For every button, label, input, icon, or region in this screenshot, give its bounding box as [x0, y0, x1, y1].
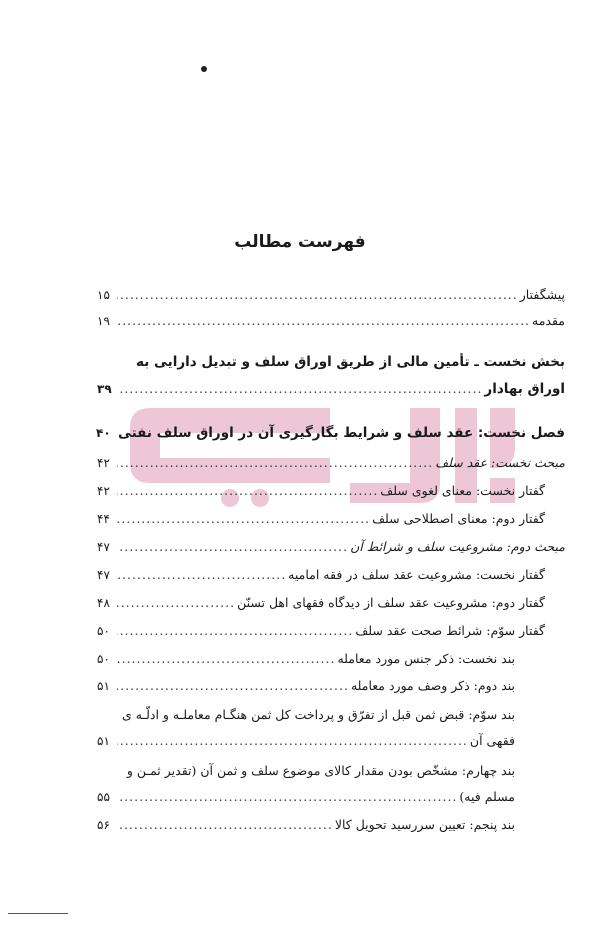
toc-entry-page: ۵۵ — [97, 790, 110, 804]
toc-entry-label: مبحث نخست: عقد سلف — [435, 455, 565, 470]
dot-leader — [117, 816, 333, 834]
toc-entry-part[interactable] — [97, 380, 565, 398]
toc-entry-label: فصل نخست: عقد سلف و شرایط بگارگیری آن در اوراق سلف نفتی — [118, 425, 565, 441]
page-title: فهرست مطالب — [234, 232, 366, 252]
toc-entry-label: فقهی آن — [469, 733, 515, 748]
toc-entry-page: ۵۰ — [97, 652, 110, 666]
dot-leader — [117, 380, 482, 398]
toc-entry-clause-line1: بند چهارم: مشخّص بودن مقدار کالای موضوع سلف و ثمن آن (تقدیر ثمـن و — [126, 763, 515, 778]
toc-entry-page: ۵۰ — [97, 624, 110, 638]
toc-entry-label: گفتار دوم: معنای اصطلاحی سلف — [372, 511, 545, 526]
toc-entry-label: مبحث دوم: مشروعیت سلف و شرائط آن — [350, 539, 565, 554]
toc-entry-label: مقدمه — [532, 313, 565, 328]
dot-leader — [117, 538, 348, 556]
toc-entry[interactable] — [97, 312, 565, 330]
toc-entry-page: ۴۰ — [96, 426, 111, 440]
toc-entry-page: ۱۵ — [97, 288, 110, 302]
toc-entry-section[interactable] — [97, 454, 565, 472]
dot-leader — [117, 454, 433, 472]
dot-leader — [117, 482, 378, 500]
toc-part-heading-line1: بخش نخست ـ تأمین مالی از طریق اوراق سلف و تبدیل دارایی به — [136, 354, 565, 370]
toc-entry-page: ۵۱ — [97, 679, 110, 693]
toc-entry-clause[interactable] — [97, 650, 515, 668]
toc-entry-page: ۴۴ — [97, 512, 110, 526]
toc-entry-label: پیشگفتار — [519, 287, 565, 302]
toc-entry-label: بند دوم: ذکر وصف مورد معامله — [350, 678, 515, 693]
dot-leader — [117, 566, 286, 584]
toc-entry-clause[interactable] — [97, 732, 515, 750]
dot-leader — [117, 732, 468, 750]
toc-entry-page: ۴۲ — [97, 456, 110, 470]
toc-entry-label: بند نخست: ذکر جنس مورد معامله — [337, 651, 515, 666]
dot-leader — [117, 510, 370, 528]
toc-entry-subsection[interactable] — [97, 482, 545, 500]
toc-entry-page: ۴۷ — [97, 568, 110, 582]
toc-entry-page: ۴۲ — [97, 484, 110, 498]
toc-entry-page: ۴۷ — [97, 540, 110, 554]
toc-entry-clause-line1: بند سوّم: قبض ثمن قبل از تفرّق و پرداخت کل ثمن هنگـام معاملـه و ادلّـه ی — [121, 707, 515, 722]
toc-entry-label: گفتار نخست: مشروعیت عقد سلف در فقه امامیه — [288, 567, 545, 582]
toc-entry-label: گفتار نخست: معنای لغوی سلف — [380, 483, 545, 498]
dot-leader — [117, 677, 349, 695]
toc-entry-label: گفتار سوّم: شرائط صحت عقد سلف — [355, 623, 545, 638]
toc-entry-label: گفتار دوم: مشروعیت عقد سلف از دیدگاه فقهای اهل تسنّن — [237, 595, 545, 610]
dot-leader — [117, 312, 530, 330]
toc-entry-page: ۵۶ — [97, 818, 110, 832]
toc-entry-page: ۳۹ — [97, 382, 112, 396]
dot-leader — [117, 788, 457, 806]
toc-entry-chapter[interactable] — [97, 424, 565, 442]
toc-entry-section[interactable] — [97, 538, 565, 556]
toc-entry-page: ۵۱ — [97, 734, 110, 748]
toc-entry-label: بند پنجم: تعیین سررسید تحویل کالا — [334, 817, 515, 832]
toc-entry[interactable] — [97, 286, 565, 304]
dot-leader — [117, 594, 235, 612]
toc-entry-label: اوراق بهادار — [484, 381, 565, 397]
toc-entry-clause[interactable] — [97, 788, 515, 806]
toc-entry-subsection[interactable] — [97, 566, 545, 584]
toc-entry-label: مسلم فیه) — [459, 789, 515, 804]
toc-entry-clause[interactable] — [97, 816, 515, 834]
dot-leader — [117, 650, 335, 668]
toc-entry-subsection[interactable] — [97, 510, 545, 528]
dot-leader — [117, 622, 353, 640]
toc-entry-subsection[interactable] — [97, 622, 545, 640]
dot-leader — [117, 286, 518, 304]
toc-entry-page: ۴۸ — [97, 596, 110, 610]
toc-entry-subsection[interactable] — [97, 594, 545, 612]
toc-entry-clause[interactable] — [97, 677, 515, 695]
toc-entry-page: ۱۹ — [97, 314, 110, 328]
footer-rule — [8, 913, 68, 914]
